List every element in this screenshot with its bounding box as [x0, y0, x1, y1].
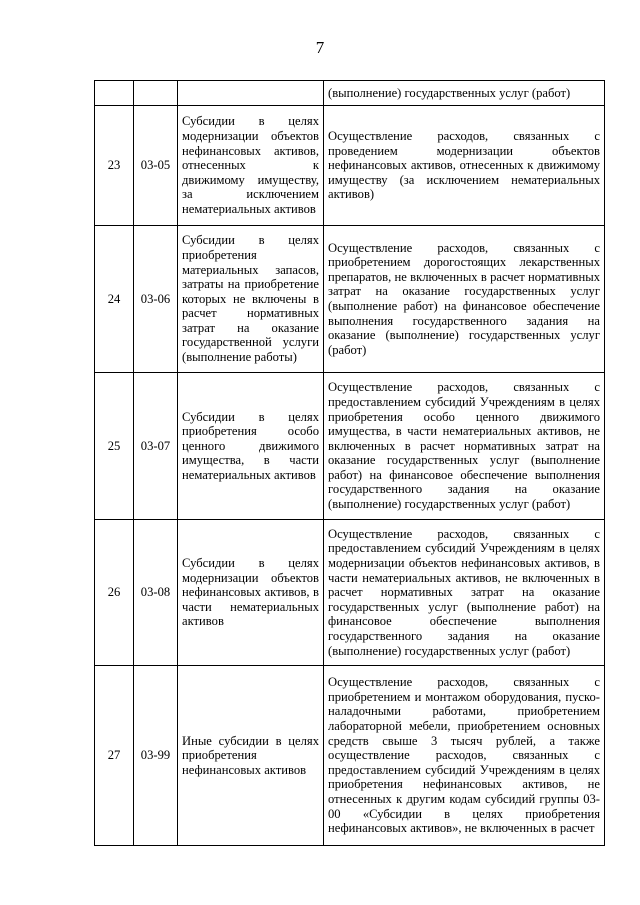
subsidy-description-cell: Осуществление расходов, связанных с приобретением дорогостоящих лекарственных препаратов, не включенных в расчет нормативных затрат на оказание государственных услуг (выполнение работ) на финансовое обеспечение выполнения государственного задания на оказание (выполнение) государственных услуг (работ) — [324, 226, 605, 373]
subsidy-description-cell: Осуществление расходов, связанных с предоставлением субсидий Учреждениям в целях приобретения особо ценного движимого имущества, в части нематериальных активов, не включенных в расчет нормативных затрат на оказание государственных услуг (выполнение работ) на финансовое обеспечение выполнения государственного задания на оказание (выполнение) государственных услуг (работ) — [324, 373, 605, 520]
subsidy-code-cell: 03-05 — [134, 106, 178, 226]
row-number-cell: 25 — [95, 373, 134, 520]
subsidy-code-cell: 03-08 — [134, 520, 178, 666]
table-row — [95, 666, 605, 846]
table-row — [95, 373, 605, 520]
subsidy-code-cell — [134, 81, 178, 106]
row-number-cell — [95, 81, 134, 106]
subsidy-code-cell: 03-99 — [134, 666, 178, 846]
subsidy-name-cell: Субсидии в целях приобретения особо ценного движимого имущества, в части нематериальных активов — [178, 373, 324, 520]
subsidy-code-cell: 03-07 — [134, 373, 178, 520]
subsidy-description-cell: Осуществление расходов, связанных с проведением модернизации объектов нефинансовых активов, отнесенных к движимому имуществу (за исключением нематериальных активов) — [324, 106, 605, 226]
table-row — [95, 81, 605, 106]
subsidy-name-cell: Субсидии в целях модернизации объектов нефинансовых активов, в части нематериальных активов — [178, 520, 324, 666]
table-row — [95, 520, 605, 666]
subsidy-name-cell: Иные субсидии в целях приобретения нефинансовых активов — [178, 666, 324, 846]
subsidy-name-cell: Субсидии в целях приобретения материальных запасов, затраты на приобретение которых не включены в расчет нормативных затрат на оказание государственной услуги (выполнение работы) — [178, 226, 324, 373]
row-number-cell: 24 — [95, 226, 134, 373]
subsidy-description-cell: Осуществление расходов, связанных с предоставлением субсидий Учреждениям в целях модернизации объектов нефинансовых активов, в части нематериальных активов, не включенных в расчет нормативных затрат на оказание государственных услуг (выполнение работ) на финансовое обеспечение выполнения государственного задания на оказание (выполнение) государственных услуг (работ) — [324, 520, 605, 666]
subsidy-codes-table — [94, 80, 605, 846]
row-number-cell: 26 — [95, 520, 134, 666]
subsidy-code-cell: 03-06 — [134, 226, 178, 373]
page-number: 7 — [315, 38, 325, 57]
row-number-cell: 23 — [95, 106, 134, 226]
subsidy-name-cell — [178, 81, 324, 106]
table-row — [95, 106, 605, 226]
row-number-cell: 27 — [95, 666, 134, 846]
subsidy-description-cell: Осуществление расходов, связанных с приобретением и монтажом оборудования, пуско-наладочными работами, приобретением лабораторной мебели, приобретением основных средств свыше 3 тысяч рублей, а также осуществление расходов, связанных с предоставлением субсидий Учреждениям в целях приобретения нефинансовых активов, не отнесенных к другим кодам субсидий группы 03-00 «Субсидии в целях приобретения нефинансовых активов», не включенных в расчет — [324, 666, 605, 846]
subsidy-description-cell: (выполнение) государственных услуг (работ) — [324, 81, 605, 106]
subsidy-name-cell: Субсидии в целях модернизации объектов нефинансовых активов, отнесенных к движимому имуществу, за исключением нематериальных активов — [178, 106, 324, 226]
table-row — [95, 226, 605, 373]
